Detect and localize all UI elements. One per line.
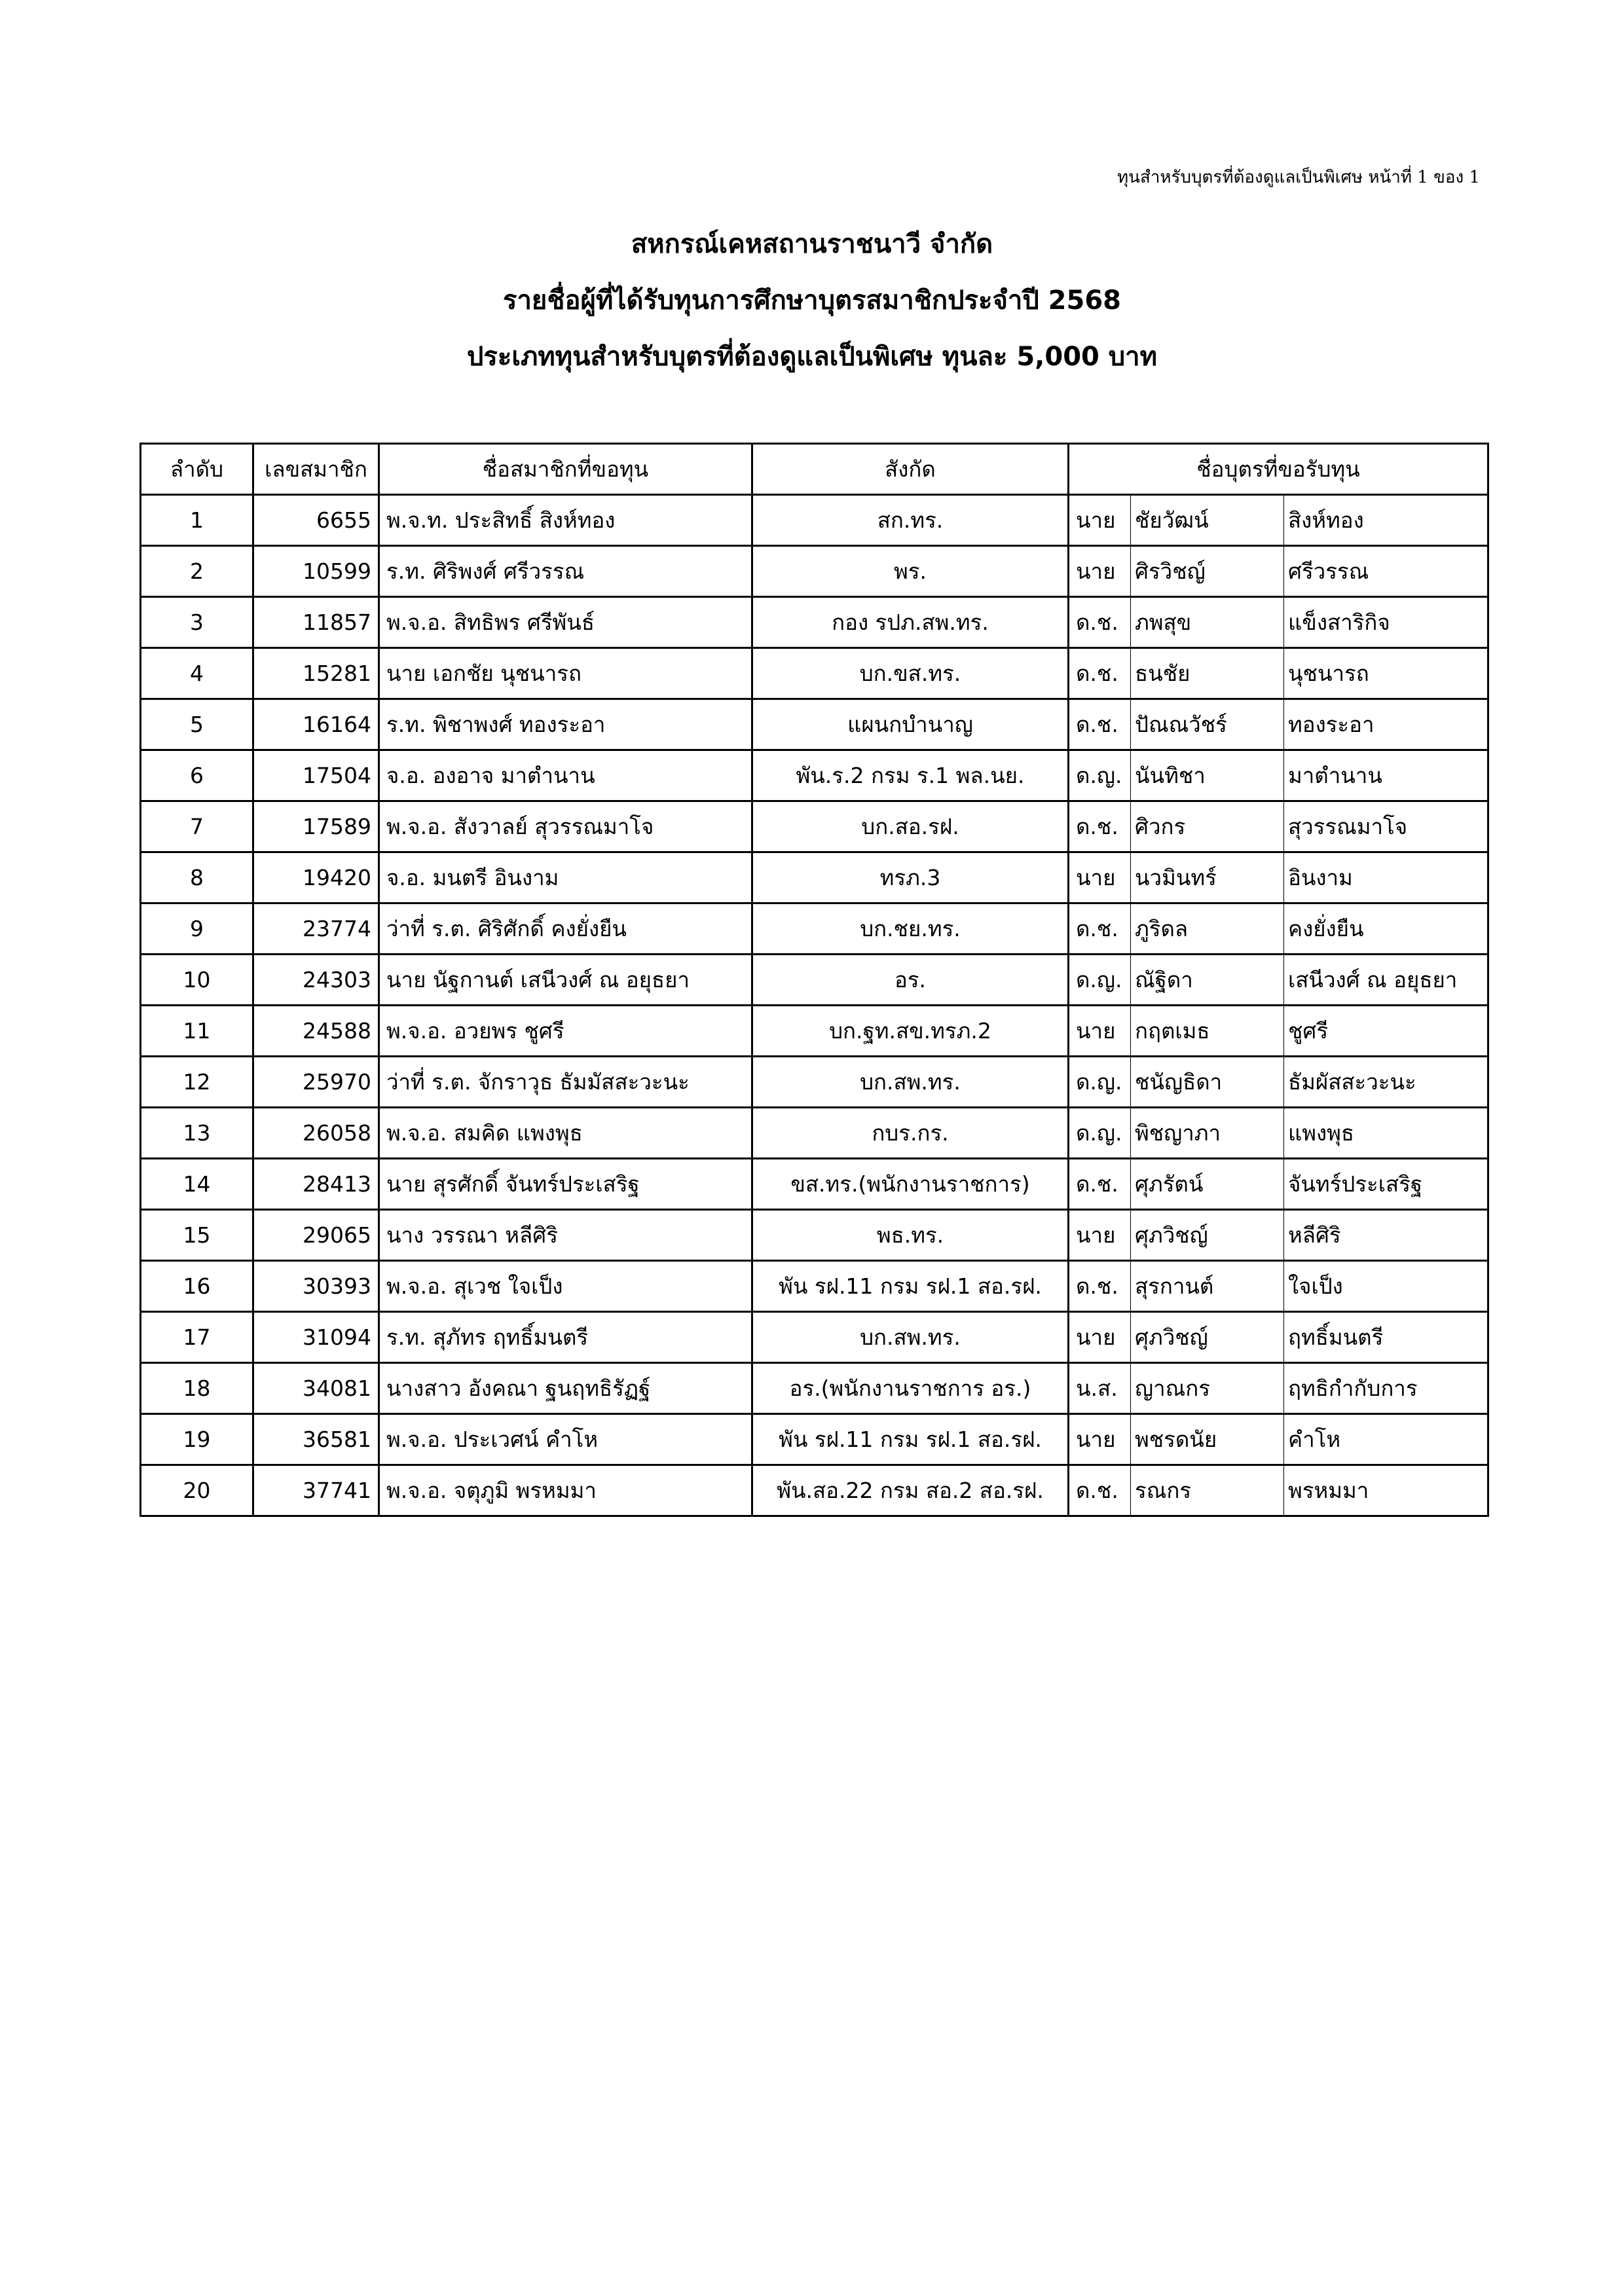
cell-child-first-name: ศุภวิชญ์	[1131, 1210, 1284, 1261]
header-member-no: เลขสมาชิก	[253, 444, 379, 495]
cell-unit: พัน รฝ.11 กรม รฝ.1 สอ.รฝ.	[752, 1261, 1069, 1312]
cell-child-last-name: แพงพุธ	[1284, 1108, 1488, 1159]
cell-child-last-name: มาตำนาน	[1284, 750, 1488, 801]
cell-member-name: พ.จ.ท. ประสิทธิ์ สิงห์ทอง	[379, 495, 752, 546]
cell-member-name: พ.จ.อ. สุเวช ใจเป็ง	[379, 1261, 752, 1312]
header-child-name: ชื่อบุตรที่ขอรับทุน	[1069, 444, 1488, 495]
cell-order: 15	[141, 1210, 253, 1261]
table-row	[141, 546, 1488, 597]
cell-child-last-name: ใจเป็ง	[1284, 1261, 1488, 1312]
cell-member-no: 34081	[253, 1363, 379, 1414]
cell-child-prefix: ด.ช.	[1069, 1465, 1131, 1516]
cell-member-no: 31094	[253, 1312, 379, 1363]
cell-member-name: ว่าที่ ร.ต. จักราวุธ ธัมมัสสะวะนะ	[379, 1057, 752, 1108]
cell-member-no: 17589	[253, 801, 379, 852]
table-row	[141, 1108, 1488, 1159]
cell-order: 10	[141, 955, 253, 1006]
header-member-name: ชื่อสมาชิกที่ขอทุน	[379, 444, 752, 495]
cell-member-name: พ.จ.อ. ประเวศน์ คำโห	[379, 1414, 752, 1465]
cell-child-last-name: คงยั่งยืน	[1284, 903, 1488, 955]
cell-child-prefix: ด.ช.	[1069, 903, 1131, 955]
scholarship-type-title: ประเภททุนสำหรับบุตรที่ต้องดูแลเป็นพิเศษ ทุนละ 5,000 บาท	[466, 342, 1158, 372]
cell-order: 9	[141, 903, 253, 955]
cell-child-first-name: ศุภวิชญ์	[1131, 1312, 1284, 1363]
table-row	[141, 1210, 1488, 1261]
cell-unit: ขส.ทร.(พนักงานราชการ)	[752, 1159, 1069, 1210]
cell-unit: บก.ฐท.สข.ทรภ.2	[752, 1006, 1069, 1057]
table-row	[141, 1312, 1488, 1363]
cell-member-no: 30393	[253, 1261, 379, 1312]
table-row	[141, 1363, 1488, 1414]
cell-member-no: 26058	[253, 1108, 379, 1159]
cell-child-prefix: ด.ช.	[1069, 1159, 1131, 1210]
cell-member-name: นาง วรรณา หลีศิริ	[379, 1210, 752, 1261]
cell-order: 4	[141, 648, 253, 699]
cell-unit: บก.สอ.รฝ.	[752, 801, 1069, 852]
cell-member-name: นาย เอกชัย นุชนารถ	[379, 648, 752, 699]
cell-member-no: 28413	[253, 1159, 379, 1210]
cell-unit: พัน รฝ.11 กรม รฝ.1 สอ.รฝ.	[752, 1414, 1069, 1465]
cell-unit: สก.ทร.	[752, 495, 1069, 546]
cell-order: 2	[141, 546, 253, 597]
cell-child-first-name: ศุภรัตน์	[1131, 1159, 1284, 1210]
cell-member-no: 15281	[253, 648, 379, 699]
cell-order: 20	[141, 1465, 253, 1516]
cell-child-prefix: นาย	[1069, 1006, 1131, 1057]
cell-child-first-name: ปัณณวัชร์	[1131, 699, 1284, 750]
cell-child-first-name: นวมินทร์	[1131, 852, 1284, 903]
table-row	[141, 1159, 1488, 1210]
cell-member-name: ว่าที่ ร.ต. ศิริศักดิ์ คงยั่งยืน	[379, 903, 752, 955]
cell-child-first-name: นันทิชา	[1131, 750, 1284, 801]
list-title: รายชื่อผู้ที่ได้รับทุนการศึกษาบุตรสมาชิกประจำปี 2568	[502, 285, 1121, 316]
table-row	[141, 955, 1488, 1006]
cell-member-no: 29065	[253, 1210, 379, 1261]
cell-child-last-name: ชูศรี	[1284, 1006, 1488, 1057]
cell-child-first-name: กฤตเมธ	[1131, 1006, 1284, 1057]
cell-member-name: พ.จ.อ. จตุภูมิ พรหมมา	[379, 1465, 752, 1516]
cell-member-name: นาย นัฐกานต์ เสนีวงศ์ ณ อยุธยา	[379, 955, 752, 1006]
table-row	[141, 1261, 1488, 1312]
table-header-row	[141, 444, 1488, 495]
cell-child-last-name: จันทร์ประเสริฐ	[1284, 1159, 1488, 1210]
table-row	[141, 1465, 1488, 1516]
table-row	[141, 903, 1488, 955]
cell-child-first-name: รณกร	[1131, 1465, 1284, 1516]
cell-child-prefix: น.ส.	[1069, 1363, 1131, 1414]
cell-member-no: 19420	[253, 852, 379, 903]
cell-unit: อร.	[752, 955, 1069, 1006]
cell-member-name: นาย สุรศักดิ์ จันทร์ประเสริฐ	[379, 1159, 752, 1210]
cell-member-no: 24588	[253, 1006, 379, 1057]
cell-child-first-name: ศิรวิชญ์	[1131, 546, 1284, 597]
cell-order: 3	[141, 597, 253, 648]
cell-member-name: นางสาว อังคณา ฐนฤทธิรัฏฐ์	[379, 1363, 752, 1414]
scholarship-table	[139, 443, 1489, 1517]
cell-child-prefix: ด.ญ.	[1069, 1108, 1131, 1159]
cell-order: 7	[141, 801, 253, 852]
table-row	[141, 1414, 1488, 1465]
cell-member-name: ร.ท. ศิริพงศ์ ศรีวรรณ	[379, 546, 752, 597]
cell-child-prefix: นาย	[1069, 546, 1131, 597]
cell-child-first-name: ชนัญธิดา	[1131, 1057, 1284, 1108]
cell-unit: พร.	[752, 546, 1069, 597]
cell-child-prefix: ด.ญ.	[1069, 750, 1131, 801]
cell-child-first-name: ธนชัย	[1131, 648, 1284, 699]
cell-child-first-name: ภูริดล	[1131, 903, 1284, 955]
cell-member-name: จ.อ. มนตรี อินงาม	[379, 852, 752, 903]
cell-member-name: พ.จ.อ. สิทธิพร ศรีพันธ์	[379, 597, 752, 648]
table-row	[141, 1006, 1488, 1057]
cell-member-name: ร.ท. พิชาพงศ์ ทองระอา	[379, 699, 752, 750]
cell-order: 6	[141, 750, 253, 801]
cell-member-no: 10599	[253, 546, 379, 597]
cell-order: 14	[141, 1159, 253, 1210]
cell-child-last-name: ฤทธิกำกับการ	[1284, 1363, 1488, 1414]
cell-child-last-name: นุชนารถ	[1284, 648, 1488, 699]
table-row	[141, 699, 1488, 750]
cell-member-no: 23774	[253, 903, 379, 955]
cell-unit: บก.สพ.ทร.	[752, 1057, 1069, 1108]
cell-member-no: 25970	[253, 1057, 379, 1108]
cell-child-prefix: ด.ญ.	[1069, 955, 1131, 1006]
cell-child-last-name: อินงาม	[1284, 852, 1488, 903]
cell-unit: บก.ขส.ทร.	[752, 648, 1069, 699]
cell-unit: พัน.สอ.22 กรม สอ.2 สอ.รฝ.	[752, 1465, 1069, 1516]
cell-member-name: พ.จ.อ. สมคิด แพงพุธ	[379, 1108, 752, 1159]
cell-member-no: 36581	[253, 1414, 379, 1465]
cell-child-prefix: นาย	[1069, 1312, 1131, 1363]
cell-member-no: 37741	[253, 1465, 379, 1516]
table-row	[141, 801, 1488, 852]
cell-member-no: 11857	[253, 597, 379, 648]
header-order: ลำดับ	[141, 444, 253, 495]
cell-child-last-name: แข็งสาริกิจ	[1284, 597, 1488, 648]
cell-child-last-name: ทองระอา	[1284, 699, 1488, 750]
cell-order: 16	[141, 1261, 253, 1312]
cell-child-prefix: นาย	[1069, 1414, 1131, 1465]
cell-child-prefix: ด.ช.	[1069, 597, 1131, 648]
cell-child-prefix: นาย	[1069, 495, 1131, 546]
cell-member-no: 24303	[253, 955, 379, 1006]
cell-child-last-name: คำโห	[1284, 1414, 1488, 1465]
cell-unit: ทรภ.3	[752, 852, 1069, 903]
cell-child-last-name: หลีศิริ	[1284, 1210, 1488, 1261]
cell-child-first-name: ศิวกร	[1131, 801, 1284, 852]
cell-unit: อร.(พนักงานราชการ อร.)	[752, 1363, 1069, 1414]
table-row	[141, 648, 1488, 699]
cell-child-last-name: ฤทธิ์มนตรี	[1284, 1312, 1488, 1363]
cell-order: 18	[141, 1363, 253, 1414]
cooperative-title: สหกรณ์เคหสถานราชนาวี จำกัด	[631, 229, 993, 259]
cell-child-first-name: ชัยวัฒน์	[1131, 495, 1284, 546]
cell-child-last-name: สุวรรณมาโจ	[1284, 801, 1488, 852]
title-block	[0, 216, 1624, 385]
cell-member-no: 17504	[253, 750, 379, 801]
cell-member-no: 16164	[253, 699, 379, 750]
cell-order: 5	[141, 699, 253, 750]
table-row	[141, 597, 1488, 648]
cell-unit: พัน.ร.2 กรม ร.1 พล.นย.	[752, 750, 1069, 801]
cell-unit: บก.ชย.ทร.	[752, 903, 1069, 955]
page-header: ทุนสำหรับบุตรที่ต้องดูแลเป็นพิเศษ หน้าที่ 1 ของ 1	[1117, 168, 1480, 187]
cell-child-last-name: พรหมมา	[1284, 1465, 1488, 1516]
cell-order: 13	[141, 1108, 253, 1159]
cell-child-first-name: ณัฐิดา	[1131, 955, 1284, 1006]
cell-member-no: 6655	[253, 495, 379, 546]
cell-child-prefix: ด.ช.	[1069, 801, 1131, 852]
cell-order: 8	[141, 852, 253, 903]
table-row	[141, 495, 1488, 546]
cell-member-name: ร.ท. สุภัทร ฤทธิ์มนตรี	[379, 1312, 752, 1363]
cell-unit: กอง รปภ.สพ.ทร.	[752, 597, 1069, 648]
table-row	[141, 1057, 1488, 1108]
cell-child-first-name: ญาณกร	[1131, 1363, 1284, 1414]
cell-child-prefix: ด.ญ.	[1069, 1057, 1131, 1108]
cell-child-prefix: นาย	[1069, 852, 1131, 903]
cell-unit: บก.สพ.ทร.	[752, 1312, 1069, 1363]
cell-order: 12	[141, 1057, 253, 1108]
cell-member-name: พ.จ.อ. สังวาลย์ สุวรรณมาโจ	[379, 801, 752, 852]
cell-order: 19	[141, 1414, 253, 1465]
cell-child-prefix: ด.ช.	[1069, 648, 1131, 699]
cell-order: 1	[141, 495, 253, 546]
table-body	[141, 495, 1488, 1516]
cell-order: 11	[141, 1006, 253, 1057]
header-unit: สังกัด	[752, 444, 1069, 495]
cell-child-prefix: ด.ช.	[1069, 699, 1131, 750]
table-row	[141, 852, 1488, 903]
cell-child-first-name: พิชญาภา	[1131, 1108, 1284, 1159]
cell-child-first-name: สุรกานต์	[1131, 1261, 1284, 1312]
cell-order: 17	[141, 1312, 253, 1363]
cell-member-name: จ.อ. องอาจ มาตำนาน	[379, 750, 752, 801]
cell-child-prefix: นาย	[1069, 1210, 1131, 1261]
cell-child-last-name: ศรีวรรณ	[1284, 546, 1488, 597]
cell-child-first-name: ภพสุข	[1131, 597, 1284, 648]
cell-child-last-name: สิงห์ทอง	[1284, 495, 1488, 546]
table-row	[141, 750, 1488, 801]
cell-unit: แผนกบำนาญ	[752, 699, 1069, 750]
cell-child-prefix: ด.ช.	[1069, 1261, 1131, 1312]
cell-child-last-name: ธัมผัสสะวะนะ	[1284, 1057, 1488, 1108]
cell-unit: พธ.ทร.	[752, 1210, 1069, 1261]
cell-child-first-name: พชรดนัย	[1131, 1414, 1284, 1465]
cell-unit: กบร.กร.	[752, 1108, 1069, 1159]
cell-child-last-name: เสนีวงศ์ ณ อยุธยา	[1284, 955, 1488, 1006]
cell-member-name: พ.จ.อ. อวยพร ชูศรี	[379, 1006, 752, 1057]
